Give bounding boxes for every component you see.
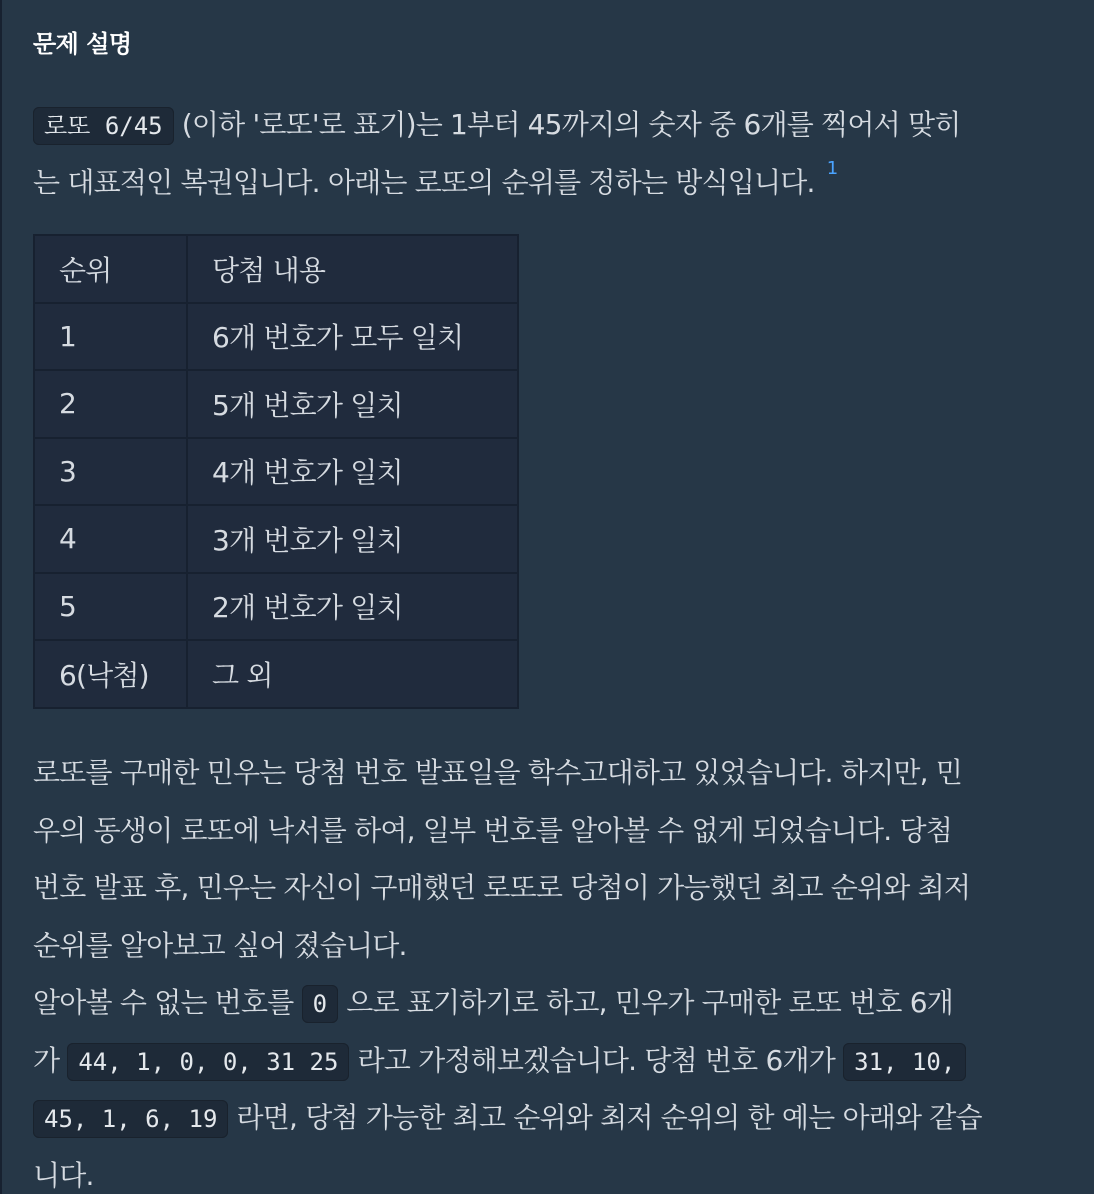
cell-desc: 2개 번호가 일치 — [187, 573, 518, 641]
code-lotto: 로또 6/45 — [33, 107, 174, 145]
table-row — [34, 573, 518, 641]
header-desc: 당첨 내용 — [187, 235, 518, 303]
story-text: 알아볼 수 없는 번호를 — [33, 986, 302, 1019]
table-row — [34, 303, 518, 371]
rank-table — [33, 234, 519, 709]
code-zero: 0 — [302, 985, 338, 1023]
story-text: 라면, 당첨 가능한 최고 순위와 최저 순위의 한 예는 아래와 같습 — [228, 1101, 982, 1134]
cell-rank: 5 — [34, 573, 187, 641]
story-line-5 — [33, 974, 1083, 1032]
table-row — [34, 505, 518, 573]
code-winning-numbers-2: 45, 1, 6, 19 — [33, 1100, 228, 1138]
story-line-6 — [33, 1032, 1083, 1090]
story-line: 순위를 알아보고 싶어 졌습니다. — [33, 928, 407, 962]
cell-desc: 5개 번호가 일치 — [187, 370, 518, 438]
cell-desc: 3개 번호가 일치 — [187, 505, 518, 573]
cell-rank: 4 — [34, 505, 187, 573]
cell-desc: 그 외 — [187, 640, 518, 708]
story-line: 우의 동생이 로또에 낙서를 하여, 일부 번호를 알아볼 수 없게 되었습니다. 당첨 — [33, 813, 952, 847]
code-bought-numbers: 44, 1, 0, 0, 31 25 — [67, 1043, 349, 1081]
story-paragraph — [33, 744, 1083, 1194]
cell-desc: 4개 번호가 일치 — [187, 438, 518, 506]
cell-rank: 2 — [34, 370, 187, 438]
intro-line-1 — [33, 96, 1079, 154]
story-line: 니다. — [33, 1158, 94, 1192]
section-title: 문제 설명 — [33, 30, 132, 58]
cell-rank: 1 — [34, 303, 187, 371]
story-line: 로또를 구매한 민우는 당첨 번호 발표일을 학수고대하고 있었습니다. 하지만, 민 — [33, 756, 963, 789]
table-header-row — [34, 235, 518, 303]
story-line: 번호 발표 후, 민우는 자신이 구매했던 로또로 당첨이 가능했던 최고 순위와 최저 — [33, 871, 971, 904]
story-text: 가 — [33, 1043, 68, 1077]
story-line-7 — [33, 1089, 1083, 1147]
table-row — [34, 370, 518, 438]
story-text: 으로 표기하기로 하고, 민우가 구매한 로또 번호 6개 — [338, 986, 953, 1019]
left-border — [0, 0, 2, 1194]
table-row — [34, 438, 518, 506]
intro-line-1-text: (이하 '로또'로 표기)는 1부터 45까지의 숫자 중 6개를 찍어서 맞히 — [173, 108, 961, 141]
table-row — [34, 640, 518, 708]
code-winning-numbers-1: 31, 10, — [843, 1043, 966, 1081]
intro-line-2 — [33, 154, 1079, 212]
story-text: 라고 가정해보겠습니다. 당첨 번호 6개가 — [349, 1043, 844, 1077]
header-rank: 순위 — [34, 235, 187, 303]
intro-paragraph — [33, 96, 1079, 211]
cell-rank: 3 — [34, 438, 187, 506]
intro-line-2-text: 는 대표적인 복권입니다. 아래는 로또의 순위를 정하는 방식입니다. — [33, 165, 815, 199]
footnote-link[interactable]: 1 — [826, 157, 838, 179]
cell-desc: 6개 번호가 모두 일치 — [187, 303, 518, 371]
cell-rank: 6(낙첨) — [34, 640, 187, 708]
